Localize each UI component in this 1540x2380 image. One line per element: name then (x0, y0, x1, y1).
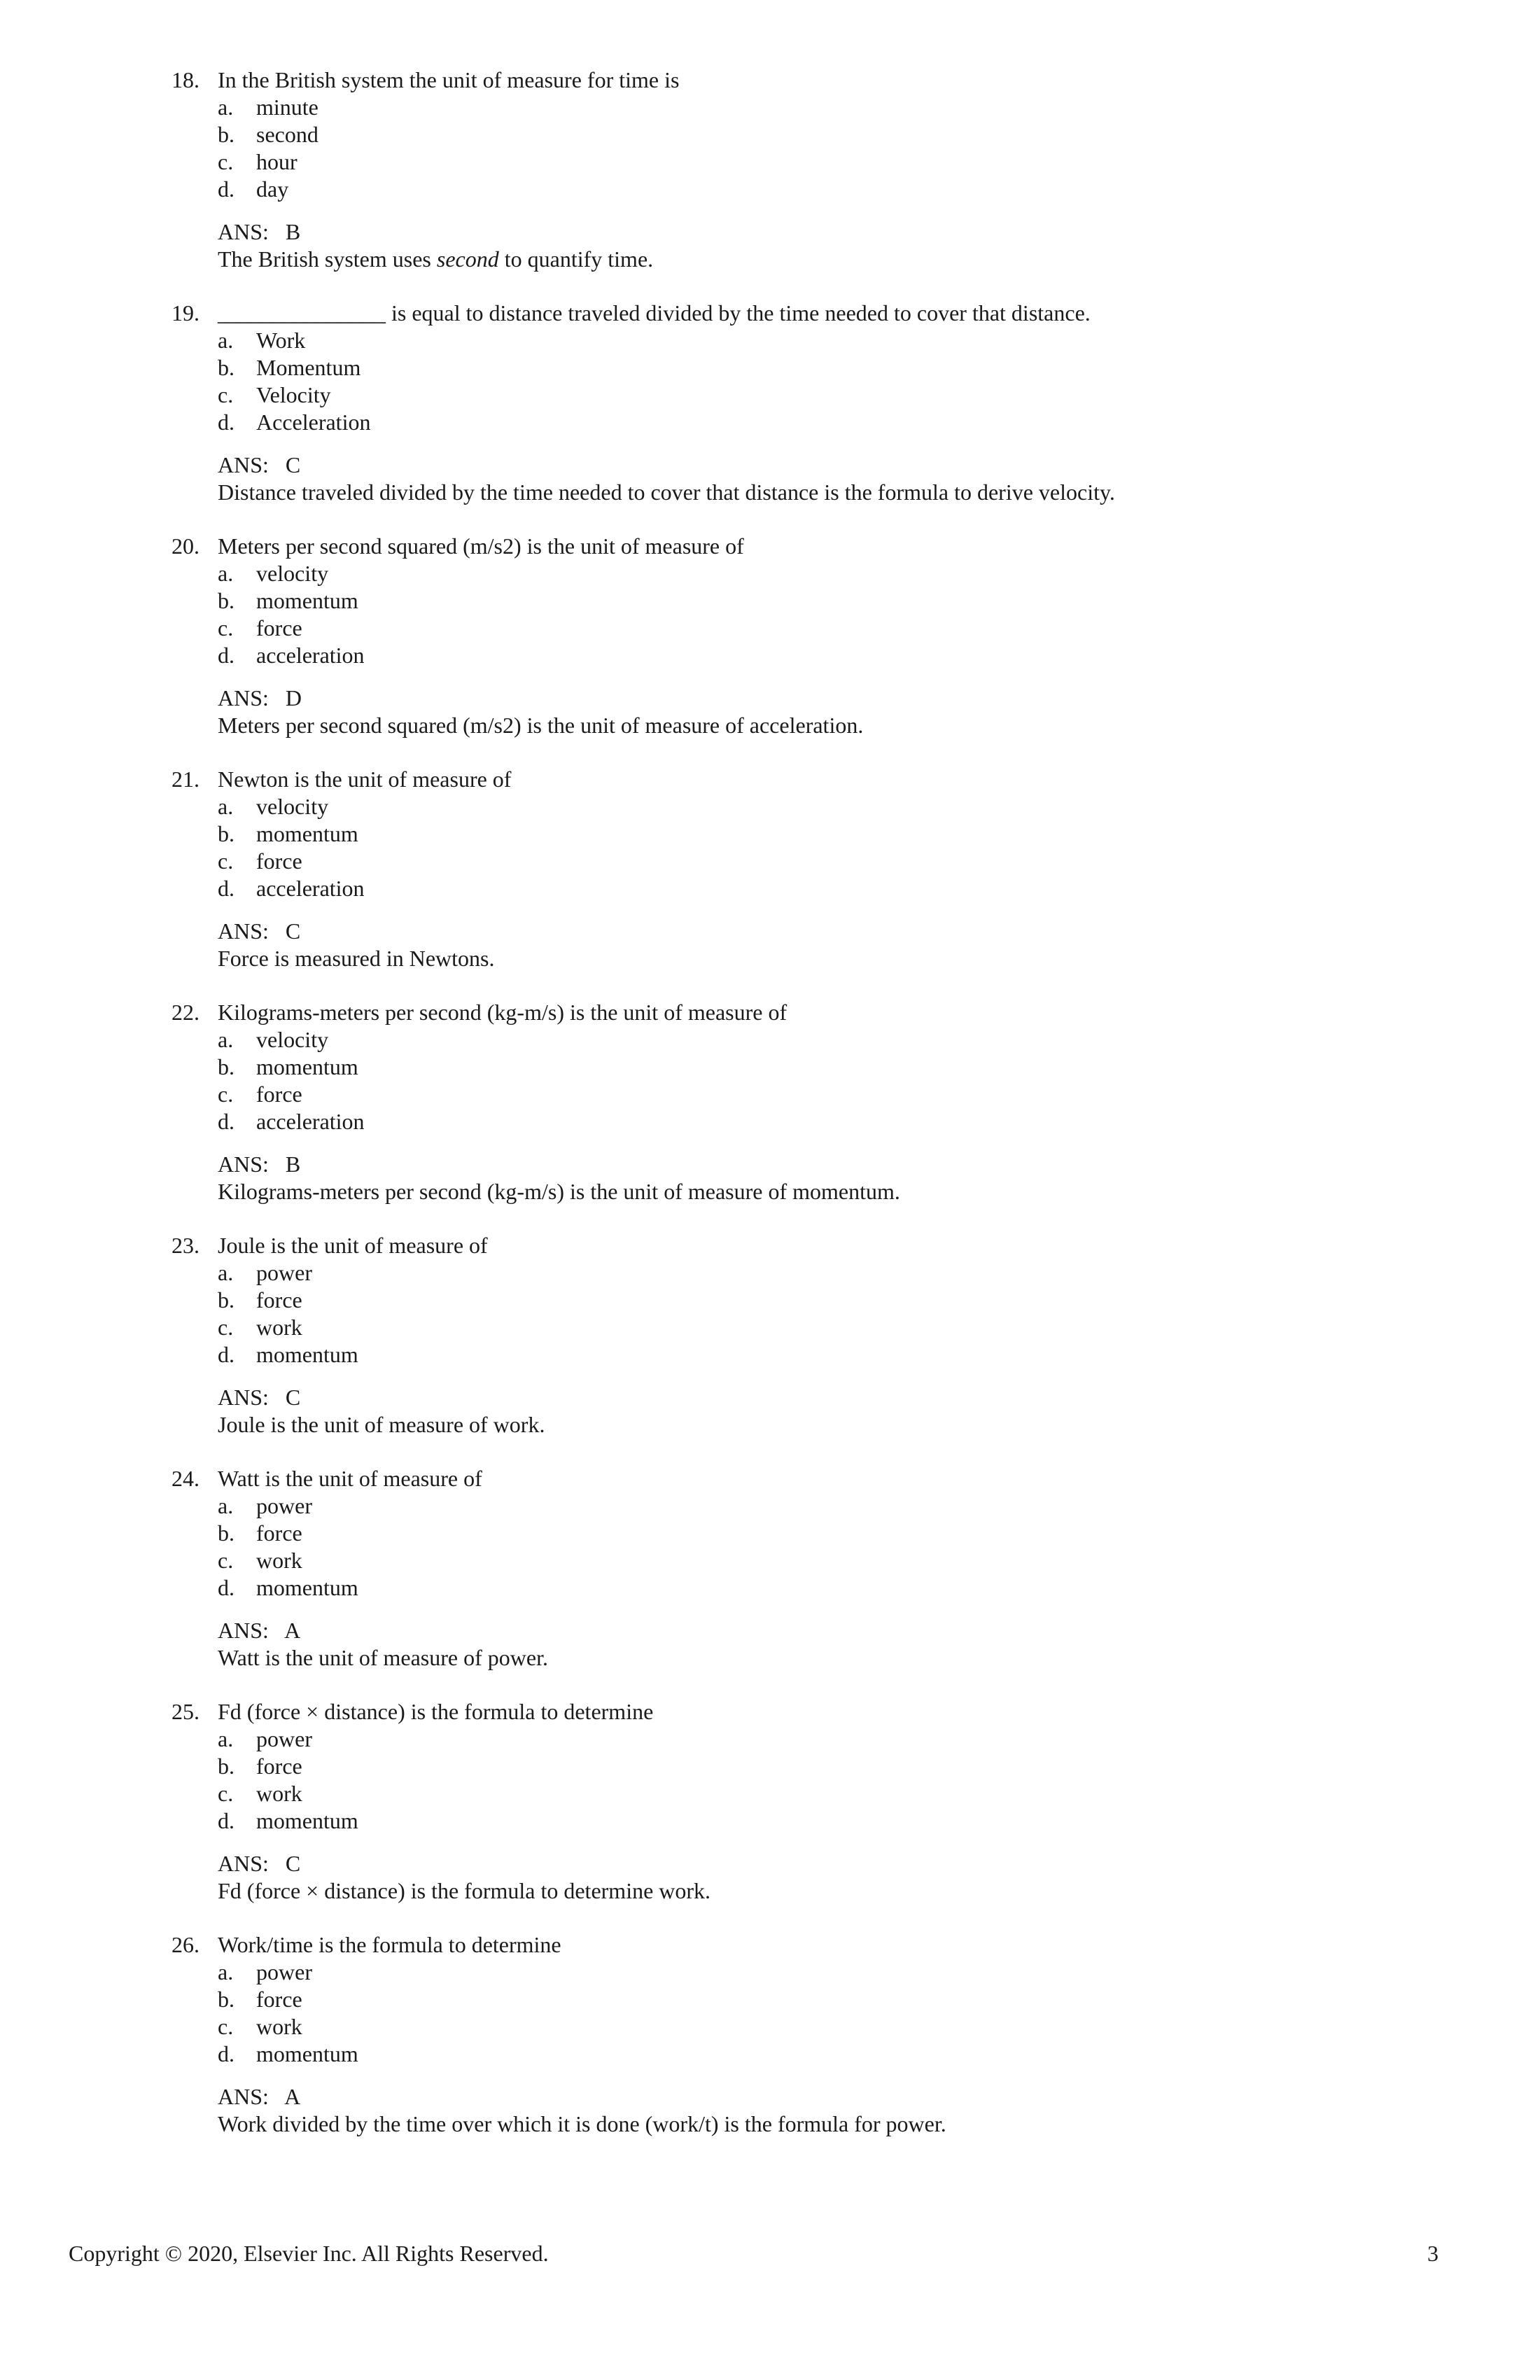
option-list (218, 1026, 1432, 1135)
option-letter: a. (218, 1959, 234, 1984)
option-text: momentum (256, 1054, 358, 1079)
option-text: work (256, 1315, 302, 1340)
question-text: In the British system the unit of measure for time is (218, 67, 680, 92)
question-stem (172, 533, 1432, 560)
option-c (218, 1081, 1432, 1108)
question-24 (172, 1465, 1432, 1672)
answer-key: ANS: B (218, 219, 301, 244)
option-letter: c. (218, 1548, 234, 1573)
question-20 (172, 533, 1432, 739)
option-letter: d. (218, 876, 234, 901)
option-letter: c. (218, 1781, 234, 1806)
option-letter: a. (218, 1726, 234, 1751)
answer-key: ANS: D (218, 685, 302, 710)
question-22 (172, 999, 1432, 1205)
question-text: Joule is the unit of measure of (218, 1233, 488, 1258)
option-a (218, 1026, 1432, 1054)
question-number: 22. (172, 1000, 200, 1025)
answer-rationale: Joule is the unit of measure of work. (218, 1412, 545, 1437)
rationale-text-end: to quantify time. (498, 246, 654, 272)
option-a (218, 1259, 1432, 1287)
option-text: force (256, 848, 302, 874)
page-footer (69, 2240, 1438, 2267)
answer-block (218, 1617, 1432, 1672)
option-letter: d. (218, 643, 234, 668)
option-a (218, 1492, 1432, 1520)
answer-key: ANS: C (218, 452, 301, 477)
question-19 (172, 300, 1432, 506)
option-c (218, 1314, 1432, 1341)
question-stem (172, 1465, 1432, 1492)
option-b (218, 1520, 1432, 1547)
option-text: momentum (256, 1808, 358, 1833)
option-letter: a. (218, 328, 234, 353)
answer-block (218, 685, 1432, 739)
answer-block (218, 1151, 1432, 1205)
option-text: second (256, 122, 318, 147)
option-a (218, 327, 1432, 354)
option-text: momentum (256, 2041, 358, 2066)
option-text: minute (256, 94, 318, 120)
question-text: Work/time is the formula to determine (218, 1932, 561, 1957)
option-d (218, 1341, 1432, 1368)
option-text: power (256, 1959, 312, 1984)
option-letter: b. (218, 122, 234, 147)
question-25 (172, 1698, 1432, 1905)
option-text: acceleration (256, 1109, 365, 1134)
answer-rationale: Distance traveled divided by the time needed to cover that distance is the formula to derive velocity. (218, 479, 1115, 505)
option-list (218, 1492, 1432, 1602)
question-stem (172, 1931, 1432, 1959)
question-number: 20. (172, 533, 200, 559)
question-number: 23. (172, 1233, 200, 1258)
option-d (218, 1574, 1432, 1602)
option-list (218, 1959, 1432, 2068)
question-stem (172, 1232, 1432, 1259)
option-text: power (256, 1260, 312, 1285)
question-18 (172, 66, 1432, 273)
option-letter: d. (218, 1109, 234, 1134)
option-b (218, 587, 1432, 615)
question-text: _______________ is equal to distance traveled divided by the time needed to cover that distance. (218, 300, 1091, 326)
rationale-text-start: The British system uses (218, 246, 437, 272)
option-d (218, 642, 1432, 669)
question-21 (172, 766, 1432, 972)
option-text: force (256, 1082, 302, 1107)
option-text: momentum (256, 1575, 358, 1600)
option-list (218, 327, 1432, 436)
option-letter: c. (218, 615, 234, 640)
option-letter: b. (218, 821, 234, 846)
option-b (218, 1287, 1432, 1314)
option-b (218, 121, 1432, 148)
option-text: acceleration (256, 876, 365, 901)
answer-rationale: Watt is the unit of measure of power. (218, 1645, 548, 1670)
option-b (218, 1753, 1432, 1780)
answer-key: ANS: C (218, 1851, 301, 1876)
question-number: 18. (172, 67, 200, 92)
option-c (218, 382, 1432, 409)
option-letter: c. (218, 149, 234, 174)
option-text: velocity (256, 1027, 329, 1052)
question-number: 25. (172, 1699, 200, 1724)
answer-key: ANS: B (218, 1152, 301, 1177)
option-text: momentum (256, 821, 358, 846)
option-list (218, 560, 1432, 669)
question-number: 21. (172, 766, 200, 792)
question-text: Meters per second squared (m/s2) is the unit of measure of (218, 533, 744, 559)
option-text: force (256, 1520, 302, 1546)
answer-key: ANS: A (218, 2084, 301, 2109)
option-b (218, 354, 1432, 382)
answer-block (218, 918, 1432, 972)
option-letter: a. (218, 1027, 234, 1052)
option-list (218, 1259, 1432, 1368)
option-letter: a. (218, 1493, 234, 1518)
option-letter: b. (218, 1287, 234, 1312)
option-letter: d. (218, 410, 234, 435)
answer-key: ANS: C (218, 918, 301, 944)
answer-rationale: Force is measured in Newtons. (218, 946, 495, 971)
option-a (218, 560, 1432, 587)
option-letter: d. (218, 1575, 234, 1600)
answer-rationale (218, 246, 1432, 273)
option-letter: b. (218, 1520, 234, 1546)
option-list (218, 94, 1432, 203)
answer-rationale: Work divided by the time over which it is done (work/t) is the formula for power. (218, 2111, 946, 2136)
option-text: hour (256, 149, 298, 174)
question-text: Fd (force × distance) is the formula to determine (218, 1699, 654, 1724)
option-letter: b. (218, 355, 234, 380)
option-letter: c. (218, 848, 234, 874)
question-text: Watt is the unit of measure of (218, 1466, 482, 1491)
option-text: work (256, 2014, 302, 2039)
option-c (218, 848, 1432, 875)
question-stem (172, 300, 1432, 327)
question-stem (172, 66, 1432, 94)
option-c (218, 2013, 1432, 2040)
question-stem (172, 766, 1432, 793)
option-letter: a. (218, 1260, 234, 1285)
option-a (218, 1959, 1432, 1986)
option-letter: c. (218, 382, 234, 407)
option-text: work (256, 1548, 302, 1573)
option-letter: d. (218, 1342, 234, 1367)
option-a (218, 1726, 1432, 1753)
option-text: Momentum (256, 355, 361, 380)
question-26 (172, 1931, 1432, 2138)
option-text: work (256, 1781, 302, 1806)
answer-block (218, 218, 1432, 273)
option-b (218, 820, 1432, 848)
option-letter: d. (218, 1808, 234, 1833)
question-number: 19. (172, 300, 200, 326)
option-text: momentum (256, 588, 358, 613)
option-d (218, 1807, 1432, 1835)
page-number: 3 (1427, 2241, 1438, 2266)
answer-rationale: Fd (force × distance) is the formula to determine work. (218, 1878, 711, 1903)
option-letter: b. (218, 1754, 234, 1779)
option-d (218, 176, 1432, 203)
option-letter: c. (218, 1082, 234, 1107)
question-number: 26. (172, 1932, 200, 1957)
option-letter: a. (218, 794, 234, 819)
question-stem (172, 1698, 1432, 1726)
option-a (218, 793, 1432, 820)
copyright-notice: Copyright © 2020, Elsevier Inc. All Rights Reserved. (69, 2241, 549, 2266)
option-c (218, 148, 1432, 176)
option-letter: c. (218, 2014, 234, 2039)
option-text: Acceleration (256, 410, 371, 435)
answer-block (218, 451, 1432, 506)
question-stem (172, 999, 1432, 1026)
answer-block (218, 2083, 1432, 2138)
option-text: force (256, 1287, 302, 1312)
option-d (218, 1108, 1432, 1135)
option-text: velocity (256, 794, 329, 819)
option-letter: d. (218, 2041, 234, 2066)
option-letter: b. (218, 588, 234, 613)
answer-block (218, 1850, 1432, 1905)
question-text: Newton is the unit of measure of (218, 766, 512, 792)
option-text: power (256, 1726, 312, 1751)
option-list (218, 793, 1432, 902)
option-letter: b. (218, 1987, 234, 2012)
option-text: force (256, 1754, 302, 1779)
answer-key: ANS: C (218, 1385, 301, 1410)
option-letter: a. (218, 94, 234, 120)
option-c (218, 1547, 1432, 1574)
option-letter: c. (218, 1315, 234, 1340)
question-list (172, 66, 1432, 2164)
option-text: day (256, 176, 289, 202)
option-text: power (256, 1493, 312, 1518)
answer-block (218, 1384, 1432, 1438)
option-d (218, 409, 1432, 436)
answer-rationale: Meters per second squared (m/s2) is the unit of measure of acceleration. (218, 713, 864, 738)
answer-key: ANS: A (218, 1618, 301, 1643)
option-text: velocity (256, 561, 329, 586)
question-number: 24. (172, 1466, 200, 1491)
option-d (218, 2040, 1432, 2068)
option-b (218, 1054, 1432, 1081)
option-text: Work (256, 328, 306, 353)
rationale-emphasis: second (436, 246, 499, 272)
option-c (218, 1780, 1432, 1807)
answer-rationale: Kilograms-meters per second (kg-m/s) is the unit of measure of momentum. (218, 1179, 900, 1204)
question-text: Kilograms-meters per second (kg-m/s) is the unit of measure of (218, 1000, 788, 1025)
option-letter: a. (218, 561, 234, 586)
option-text: force (256, 615, 302, 640)
option-text: acceleration (256, 643, 365, 668)
option-text: Velocity (256, 382, 331, 407)
option-d (218, 875, 1432, 902)
option-c (218, 615, 1432, 642)
option-letter: d. (218, 176, 234, 202)
question-23 (172, 1232, 1432, 1438)
option-text: force (256, 1987, 302, 2012)
option-text: momentum (256, 1342, 358, 1367)
option-b (218, 1986, 1432, 2013)
option-a (218, 94, 1432, 121)
option-list (218, 1726, 1432, 1835)
option-letter: b. (218, 1054, 234, 1079)
